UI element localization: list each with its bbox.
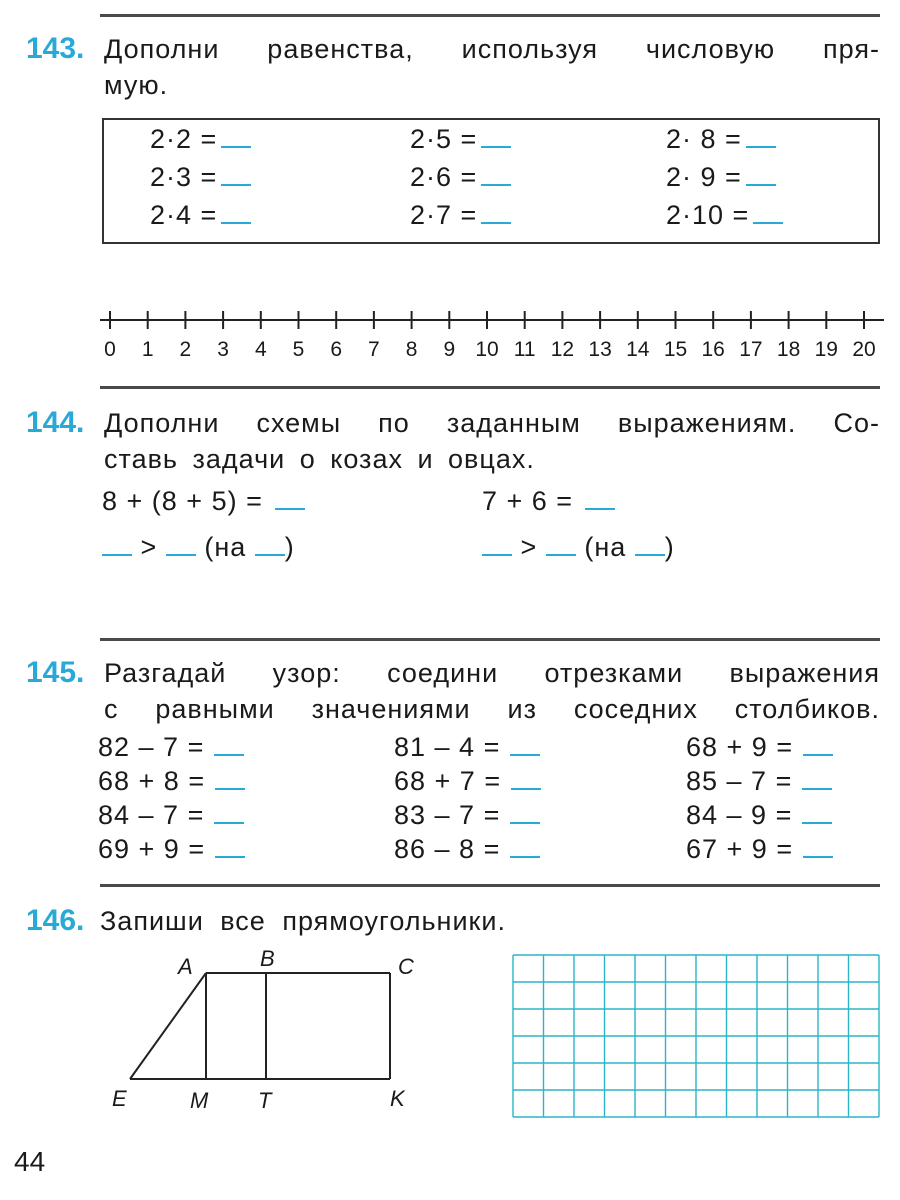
point-label-e: E (112, 1086, 127, 1111)
expression: 85 – 7 = (686, 766, 832, 797)
task-143-text-line2: мую. (104, 70, 169, 100)
number-line-label: 7 (368, 338, 380, 361)
expression: 81 – 4 = (394, 732, 540, 763)
task-144-number: 144. (26, 406, 85, 439)
point-label-m: M (190, 1088, 209, 1113)
point-label-c: C (398, 954, 414, 979)
number-line-label: 1 (141, 338, 154, 361)
number-line-label: 4 (254, 338, 267, 361)
number-line-label: 12 (550, 338, 575, 361)
number-line-label: 3 (217, 338, 229, 361)
number-line-label: 13 (588, 338, 612, 361)
number-line-label: 6 (330, 338, 343, 361)
divider-rule (100, 386, 880, 389)
divider-rule (100, 884, 880, 887)
answer-grid (512, 954, 880, 1118)
expression-right: 7 + 6 = (482, 486, 615, 517)
number-line-label: 9 (443, 338, 456, 361)
expression: 84 – 9 = (686, 800, 832, 831)
expression-left: 8 + (8 + 5) = (102, 486, 305, 517)
top-rule (100, 14, 880, 17)
expression: 83 – 7 = (394, 800, 540, 831)
number-line-label: 2 (179, 338, 192, 361)
expression: 67 + 9 = (686, 834, 833, 865)
number-line-label: 17 (739, 338, 763, 361)
equation: 2· 8 = (666, 124, 776, 155)
rectangles-figure (0, 940, 500, 1090)
point-label-b: B (260, 946, 275, 971)
number-line-label: 8 (405, 338, 418, 361)
expression: 84 – 7 = (98, 800, 244, 831)
number-line (0, 300, 900, 340)
expression: 68 + 8 = (98, 766, 245, 797)
number-line-label: 0 (104, 338, 116, 361)
task-145-text-line2: с равными значениями из соседних столбиков. (104, 694, 880, 724)
number-line-label: 16 (701, 338, 725, 361)
equation: 2· 9 = (666, 162, 776, 193)
scheme-left: > (на ) (102, 532, 295, 563)
number-line-label: 5 (292, 338, 305, 361)
number-line-label: 15 (663, 338, 688, 361)
task-144-text-line1: Дополни схемы по заданным выражениям. Со- (104, 408, 880, 438)
task-145-text-line1: Разгадай узор: соедини отрезками выражения (104, 658, 880, 688)
number-line-label: 19 (814, 338, 838, 361)
page-number: 44 (14, 1146, 46, 1177)
task-146-number: 146. (26, 904, 85, 937)
expression: 82 – 7 = (98, 732, 244, 763)
task-146-text: Запиши все прямоугольники. (100, 906, 506, 936)
point-label-k: K (390, 1086, 405, 1111)
number-line-label: 10 (475, 338, 499, 361)
point-label-a: A (178, 954, 193, 979)
equation: 2·5 = (410, 124, 511, 155)
equation: 2·7 = (410, 200, 511, 231)
equation: 2·10 = (666, 200, 783, 231)
expression: 68 + 9 = (686, 732, 833, 763)
divider-rule (100, 638, 880, 641)
point-label-t: T (258, 1088, 272, 1113)
expression: 86 – 8 = (394, 834, 540, 865)
equation: 2·6 = (410, 162, 511, 193)
number-line-label: 11 (513, 338, 536, 361)
number-line-label: 20 (852, 338, 876, 361)
equation: 2·4 = (150, 200, 251, 231)
task-145-number: 145. (26, 656, 85, 689)
equation: 2·2 = (150, 124, 251, 155)
task-143-text-line1: Дополни равенства, используя числовую пря- (104, 34, 880, 64)
number-line-label: 14 (626, 338, 650, 361)
equation: 2·3 = (150, 162, 251, 193)
scheme-right: > (на ) (482, 532, 675, 563)
expression: 68 + 7 = (394, 766, 541, 797)
number-line-label: 18 (776, 338, 801, 361)
task-144-text-line2: ставь задачи о козах и овцах. (104, 444, 535, 474)
task-143-number: 143. (26, 32, 85, 65)
expression: 69 + 9 = (98, 834, 245, 865)
